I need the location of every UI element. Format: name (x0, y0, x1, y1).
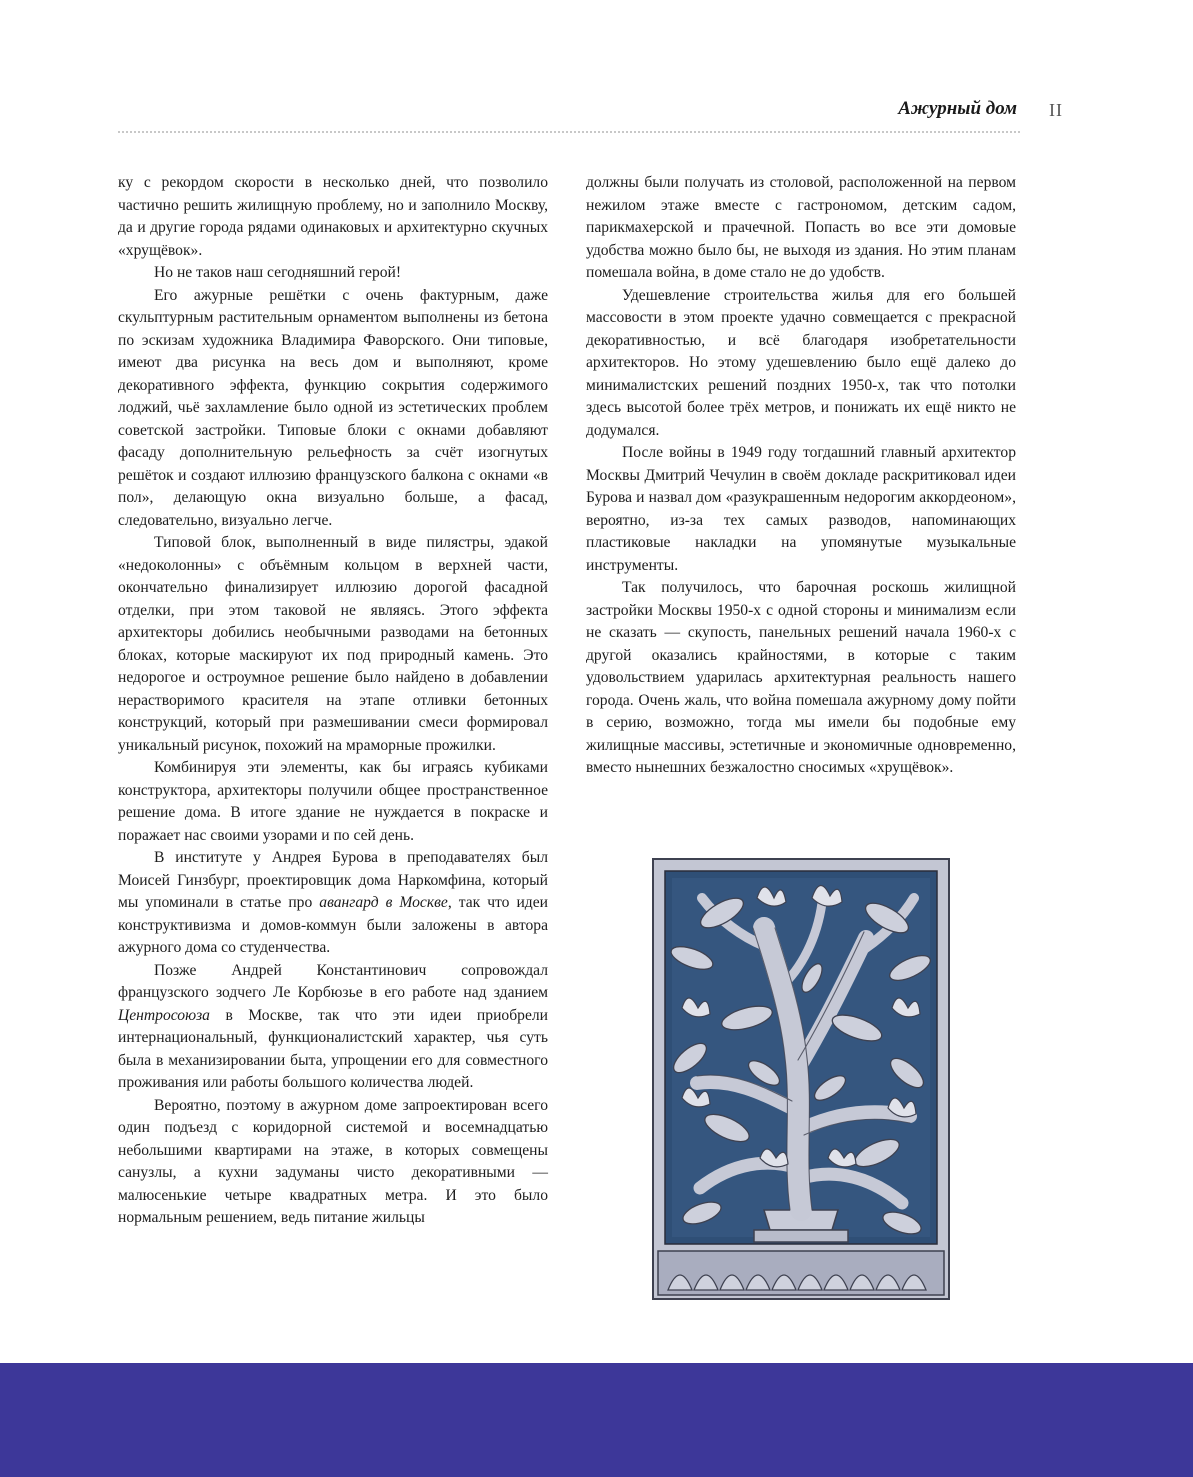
paragraph: Комбинируя эти элементы, как бы играясь кубиками конструктора, архитекторы получили общее пространственное решение дома. В итоге здание не нуждается в покраске и поражает нас своими узорами и по сей день. (118, 759, 548, 844)
paragraph: Вероятно, поэтому в ажурном доме запроектирован всего один подъезд с коридорной системой и восемнадцатью небольшими квартирами на этаже, в которых совмещены санузлы, а кухни задуманы чисто декоративными — малюсенькие четыре квадратных метра. И это было нормальным решением, ведь питание жильцы (118, 1096, 548, 1226)
lattice-illustration (652, 858, 950, 1300)
paragraph: Типовой блок, выполненный в виде пилястры, эдакой «недоколонны» с объёмным кольцом в верхней части, окончательно финализирует иллюзию дорогой фасадной отделки, при этом таковой не являясь. Этого эффекта архитекторы добились необычными разводами на бетонных блоках, которые маскируют их под природный камень. Это недорогое и остроумное решение было найдено в добавлении нерастворимого красителя на этапе отливки бетонных конструкций, который при размешивании смеси формировал уникальный рисунок, похожий на мраморные прожилки. (118, 534, 548, 754)
paragraph: ку с рекордом скорости в несколько дней, что позволило частично решить жилищную проблему, но и заполнило Москву, да и другие города рядами одинаковых и архитектурно скучных «хрущёвок». (118, 174, 548, 259)
paragraph (118, 960, 548, 1095)
text-run: Позже Андрей Константинович сопровождал французского зодчего Ле Корбюзье в его работе над зданием (118, 961, 548, 1001)
paragraph: Но не таков наш сегодняшний герой! (154, 264, 402, 281)
page-number: II (1049, 100, 1063, 120)
running-header-title: Ажурный дом (898, 98, 1017, 119)
paragraph: Так получилось, что барочная роскошь жилищной застройки Москвы 1950-х с одной стороны и минимализм если не сказать — скупость, панельных решений начала 1960-х с другой оказались крайностями, в которые с таким удовольствием ударилась архитектурная реальность нашего города. Очень жаль, что война помешала ажурному дому пойти в серию, возможно, тогда мы имели бы подобные ему жилищные массивы, эстетичные и экономичные одновременно, вместо нынешних безжалостно сносимых «хрущёвок». (586, 579, 1016, 776)
text-run: в Москве, так что эти идеи приобрели интернациональный, функционалистский характер, чья суть была в механизировании быта, упрощении его для совместного проживания или работы большого количества людей. (118, 1006, 548, 1091)
italic-reference: авангард в Москве (319, 894, 448, 911)
paragraph: должны были получать из столовой, расположенной на первом нежилом этаже вместе с гастрономом, детским садом, парикмахерской и прачечной. Попасть во все эти домовые удобства можно было бы, не выходя из здания. Но этим планам помешала война, в доме стало не до удобств. (586, 174, 1016, 281)
text-run: , так что идеи конструктивизма и домов-коммун были заложены в автора ажурного дома со студенчества. (118, 894, 549, 956)
header-divider (118, 131, 1020, 133)
text-run: В институте у Андрея Бурова в преподавателях был Моисей Гинзбург, проектировщик дома Наркомфина, который мы упоминали в статье про (118, 849, 548, 911)
left-text-column (118, 172, 548, 1230)
right-text-column (586, 172, 1016, 780)
paragraph: После войны в 1949 году тогдашний главный архитектор Москвы Дмитрий Чечулин в своём докладе раскритиковал идеи Бурова и назвал дом «разукрашенным недорогим аккордеоном», вероятно, из-за тех самых разводов, напоминающих пластиковые накладки на упомянутые музыкальные инструменты. (586, 444, 1016, 574)
paragraph (118, 847, 548, 960)
paragraph: Его ажурные решётки с очень фактурным, даже скульптурным растительным орнаментом выполнены из бетона по эскизам художника Владимира Фаворского. Они типовые, имеют два рисунка на весь дом и выполняют, кроме декоративного эффекта, функцию сокрытия содержимого лоджий, чьё захламление было одной из эстетических проблем советской застройки. Типовые блоки с окнами добавляют фасаду дополнительную рельефность за счёт изогнутых решёток и создают иллюзию французского балкона с окнами «в пол», делающую окна визуально больше, а фасад, следовательно, визуально легче. (118, 286, 548, 529)
footer-color-band (0, 1363, 1193, 1477)
italic-reference: Центросоюза (118, 1006, 210, 1024)
paragraph: Удешевление строительства жилья для его большей массовости в этом проекте удачно совмещается с прекрасной декоративностью, и всё благодаря изобретательности архитекторов. Но этому удешевлению было ещё далеко до минималистских решений поздних 1950-х, так что потолки здесь высотой более трёх метров, и понижать их ещё никто не додумался. (586, 286, 1016, 439)
